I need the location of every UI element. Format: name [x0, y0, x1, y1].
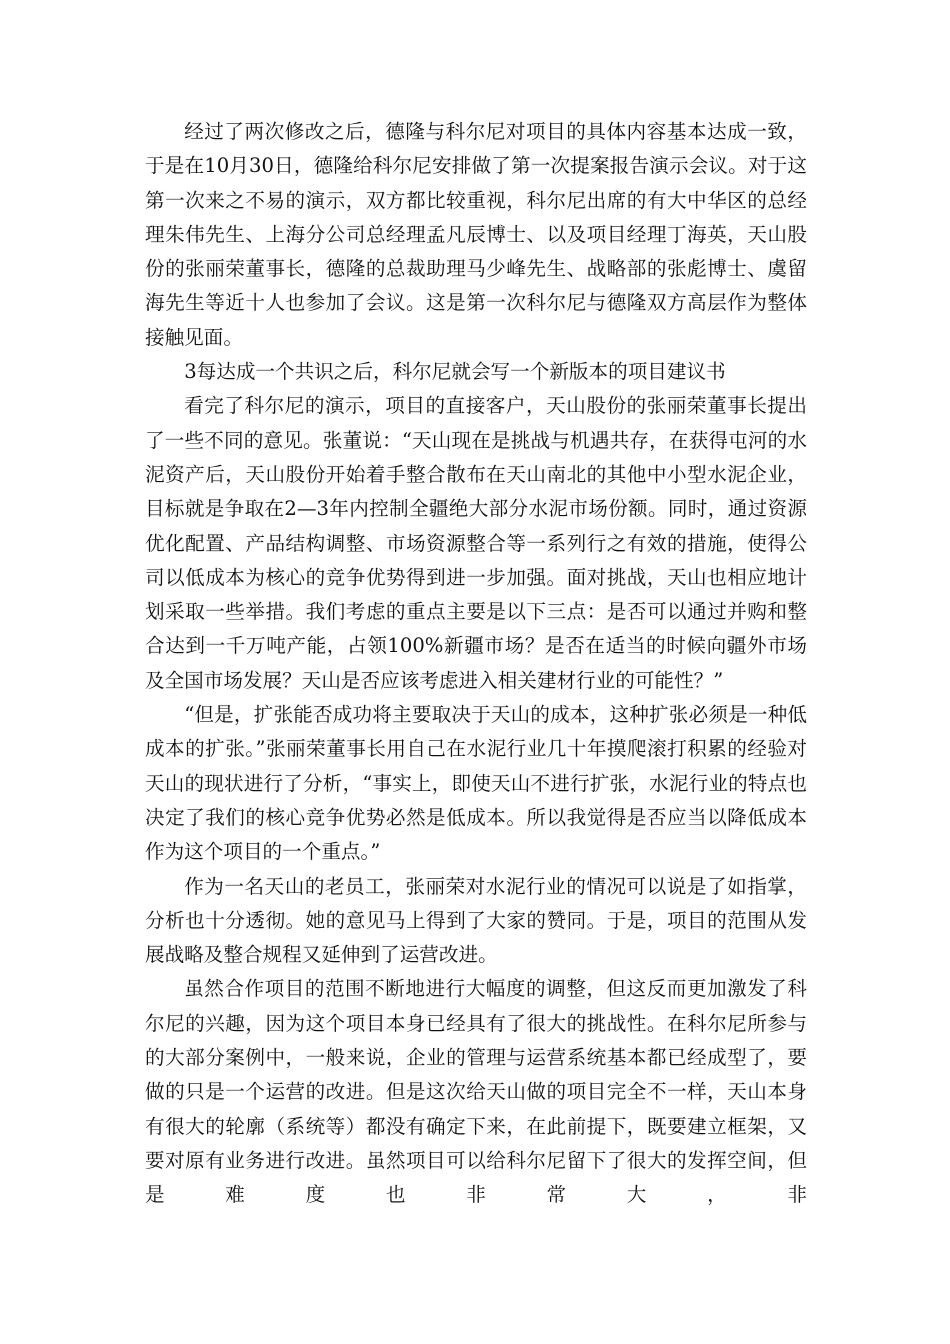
document-page: [145, 115, 807, 1213]
paragraph-chairwoman-opinion: 看完了科尔尼的演示，项目的直接客户，天山股份的张丽荣董事长提出了一些不同的意见。张董说：“天山现在是挑战与机遇共存，在获得屯河的水泥资产后，天山股份开始着手整合散布在天山南北的其他中小型水泥企业，目标就是争取在2—3年内控制全疆绝大部分水泥市场份额。同时，通过资源优化配置、产品结构调整、市场资源整合等一系列行之有效的措施，使得公司以低成本为核心的竞争优势得到进一步加强。面对挑战，天山也相应地计划采取一些举措。我们考虑的重点主要是以下三点：是否可以通过并购和整合达到一千万吨产能，占领100%新疆市场？是否在适当的时候向疆外市场及全国市场发展？天山是否应该考虑进入相关建材行业的可能性？”: [145, 394, 807, 692]
paragraph-project-challenge: 虽然合作项目的范围不断地进行大幅度的调整，但这反而更加激发了科尔尼的兴趣，因为这个项目本身已经具有了很大的挑战性。在科尔尼所参与的大部分案例中，一般来说，企业的管理与运营系统基本都已经成型了，要做的只是一个运营的改进。但是这次给天山做的项目完全不一样，天山本身有很大的轮廓（系统等）都没有确定下来，在此前提下，既要建立框架，又要对原有业务进行改进。虽然项目可以给科尔尼留下了很大的发挥空间，但是难度也非常大，非: [145, 977, 807, 1207]
paragraph-proposal-meeting: 经过了两次修改之后，德隆与科尔尼对项目的具体内容基本达成一致，于是在10月30日，德隆给科尔尼安排做了第一次提案报告演示会议。对于这第一次来之不易的演示，双方都比较重视，科尔尼出席的有大中华区的总经理朱伟先生、上海分公司总经理孟凡辰博士、以及项目经理丁海英，天山股份的张丽荣董事长，德隆的总裁助理马少峰先生、战略部的张彪博士、虞留海先生等近十人也参加了会议。这是第一次科尔尼与德隆双方高层作为整体接触见面。: [145, 120, 807, 349]
paragraph-section-heading: 3每达成一个共识之后，科尔尼就会写一个新版本的项目建议书: [184, 360, 726, 384]
paragraph-low-cost-expansion: “但是，扩张能否成功将主要取决于天山的成本，这种扩张必须是一种低成本的扩张。”张丽荣董事长用自己在水泥行业几十年摸爬滚打积累的经验对天山的现状进行了分析，“事实上，即使天山不进行扩张，水泥行业的特点也决定了我们的核心竞争优势必然是低成本。所以我觉得是否应当以降低成本作为这个项目的一个重点。”: [145, 703, 807, 864]
paragraph-scope-extended: 作为一名天山的老员工，张丽荣对水泥行业的情况可以说是了如指掌，分析也十分透彻。她的意见马上得到了大家的赞同。于是，项目的范围从发展战略及整合规程又延伸到了运营改进。: [145, 874, 807, 967]
